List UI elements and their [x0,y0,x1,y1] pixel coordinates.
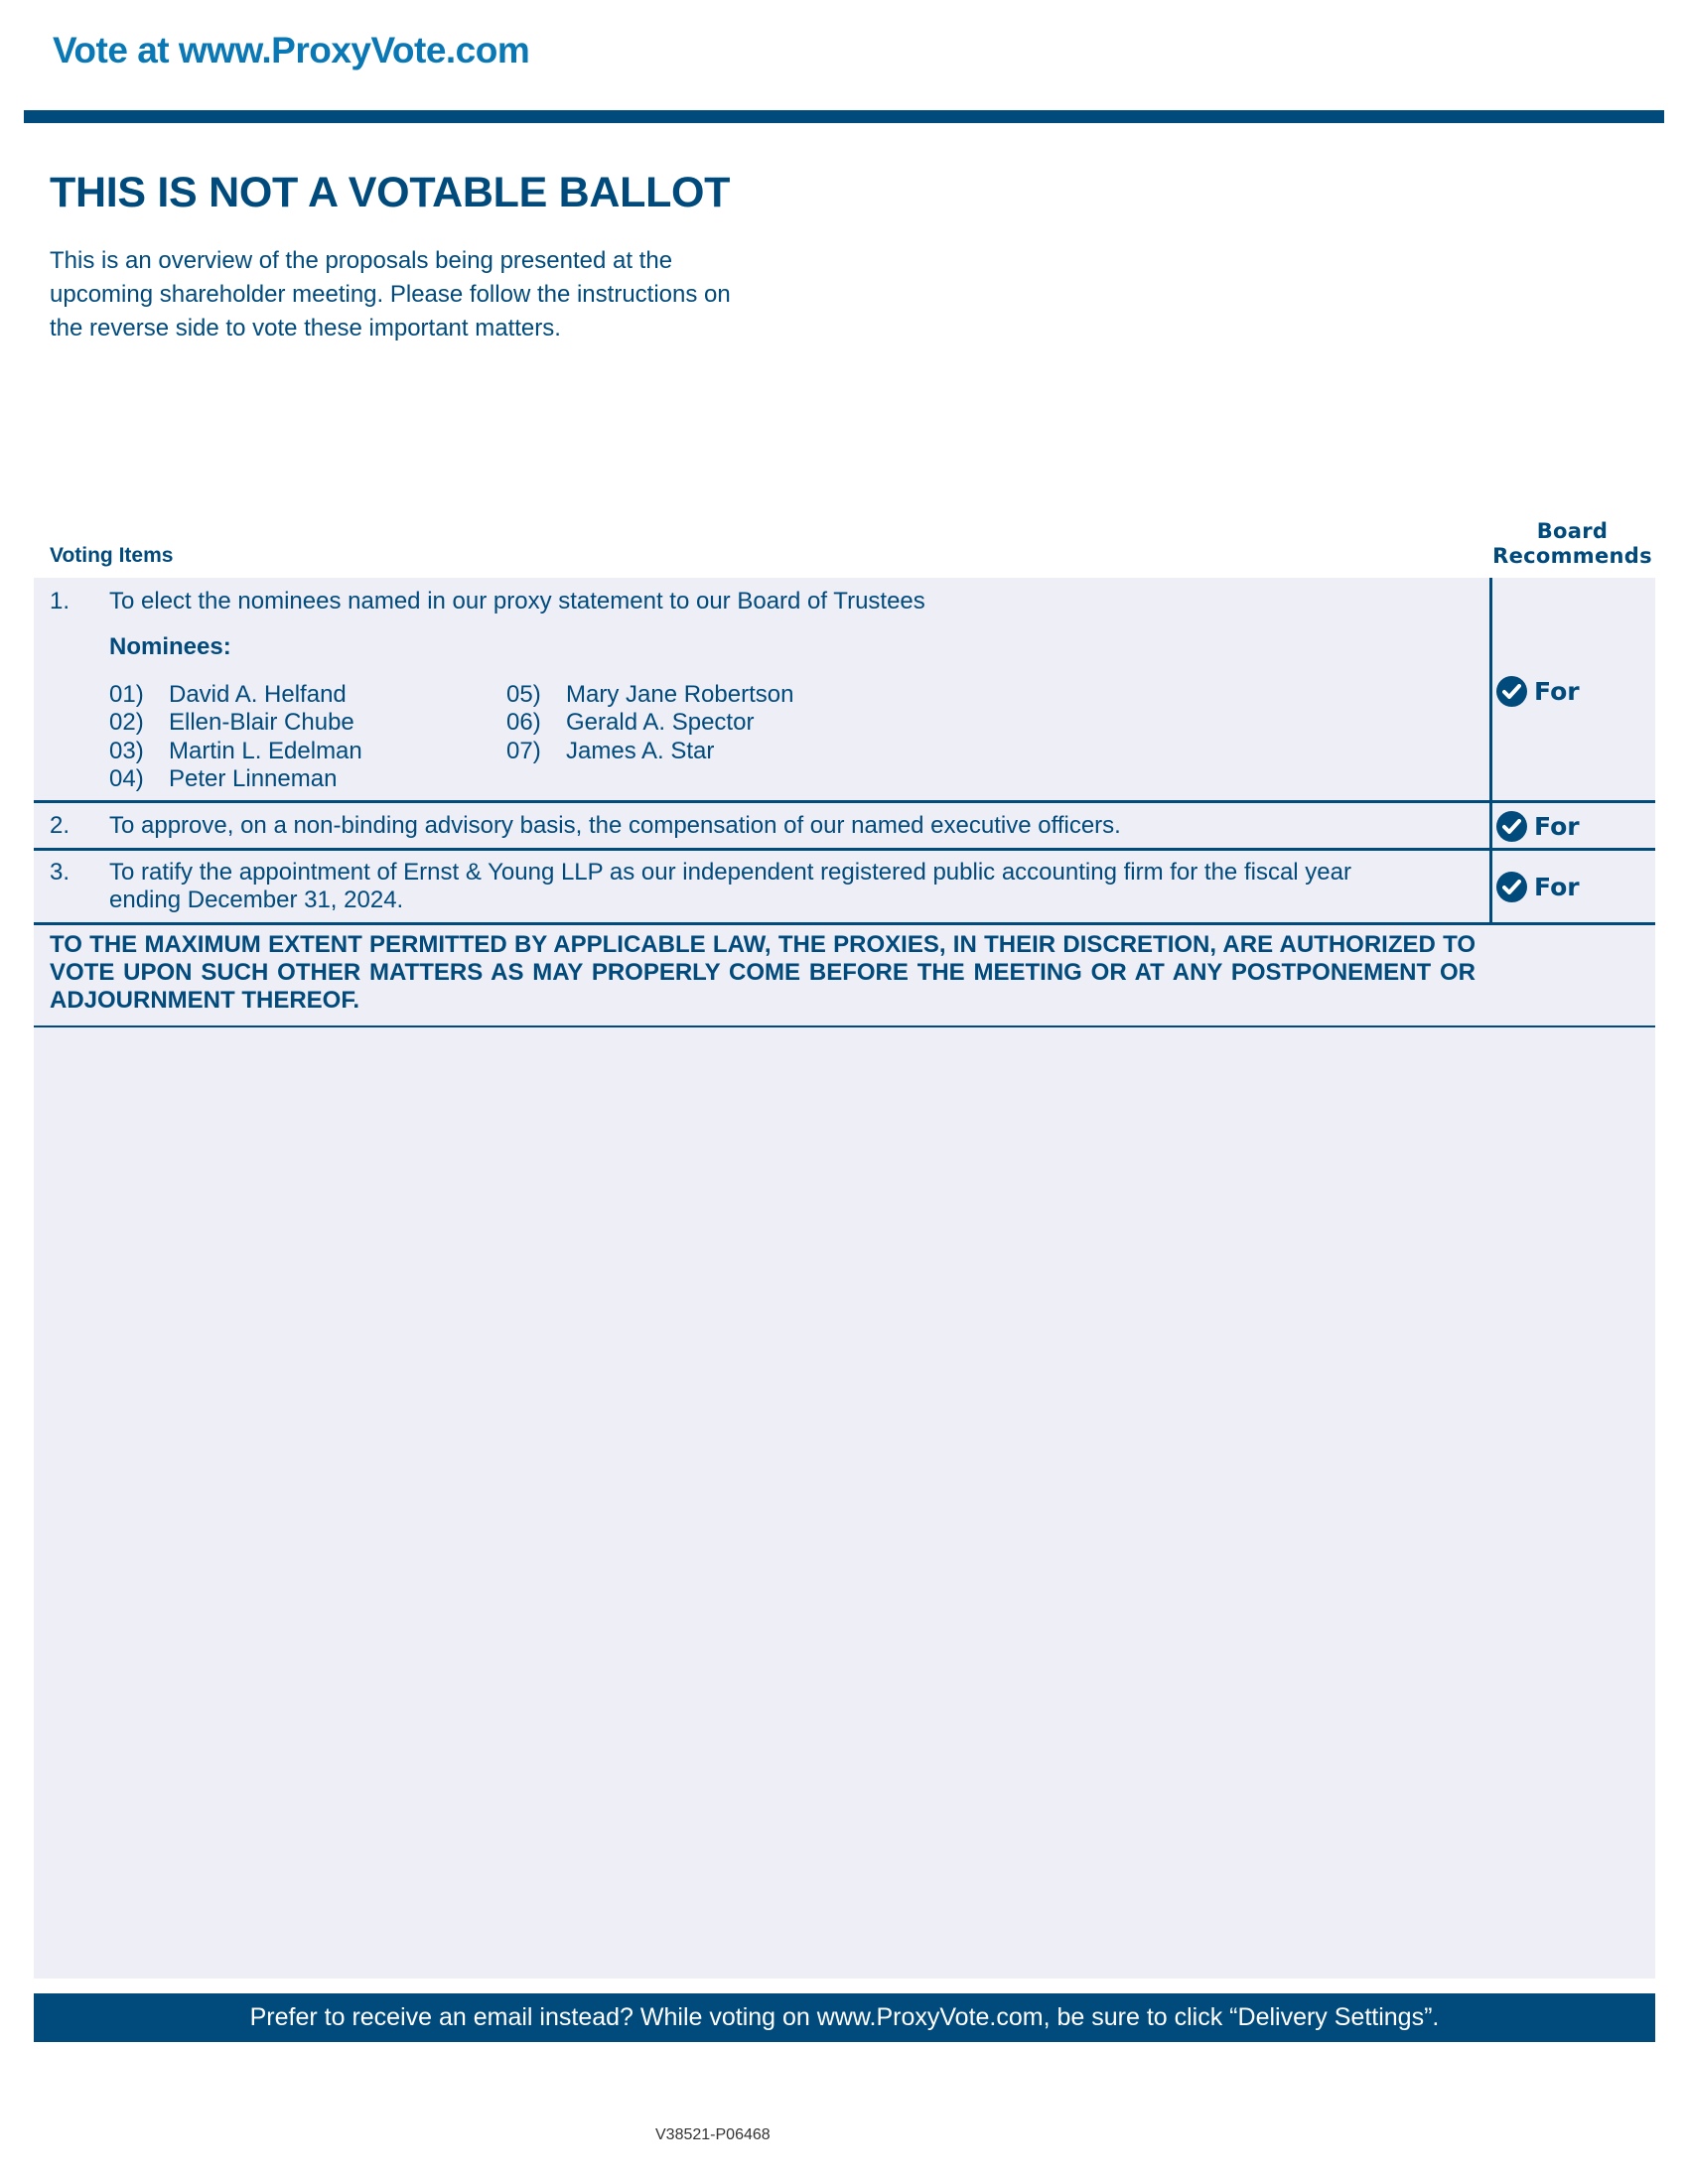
nominees-label: Nominees: [109,633,231,660]
nominee-number: 02) [109,709,144,736]
nominee-name: Peter Linneman [169,765,338,792]
nominee-number: 03) [109,738,144,764]
nominee-number: 06) [506,709,541,736]
nominee-name: Mary Jane Robertson [566,681,794,708]
column-header-line: Recommends [1492,544,1652,568]
nominee-number: 04) [109,765,144,792]
row-divider [34,922,1655,925]
item-text [109,859,1351,914]
row-divider [34,848,1655,851]
row-divider [34,800,1655,803]
nominee-name: James A. Star [566,738,715,764]
nominee-number: 01) [109,681,144,708]
item-text-line: ending December 31, 2024. [109,887,404,913]
row-divider [34,1025,1655,1027]
page-heading: THIS IS NOT A VOTABLE BALLOT [50,169,731,216]
board-recommendation [1496,675,1580,707]
item-number: 2. [50,812,70,839]
intro-paragraph [50,244,844,345]
recommendation-label: For [1534,872,1580,901]
header-divider [24,110,1664,123]
item-text: To approve, on a non-binding advisory basis, the compensation of our named executive officers. [109,812,1121,839]
intro-line: upcoming shareholder meeting. Please follow the instructions on [50,281,731,308]
intro-line: This is an overview of the proposals being presented at the [50,247,673,274]
item-number: 3. [50,859,70,886]
column-header-line: Board [1536,519,1609,543]
check-circle-icon [1496,811,1527,842]
board-recommendation [1496,871,1580,902]
column-header-board-recommends [1489,519,1655,569]
site-title: Vote at www.ProxyVote.com [53,30,530,70]
board-recommendation [1496,810,1580,842]
column-divider [1489,578,1492,925]
item-text-line: To ratify the appointment of Ernst & Young LLP as our independent registered public accounting firm for the fiscal year [109,859,1351,886]
item-number: 1. [50,588,70,614]
recommendation-label: For [1534,811,1580,841]
column-header-voting-items: Voting Items [50,544,174,567]
recommendation-label: For [1534,676,1580,706]
check-circle-icon [1496,676,1527,707]
nominee-name: David A. Helfand [169,681,347,708]
item-text: To elect the nominees named in our proxy statement to our Board of Trustees [109,588,925,614]
nominee-name: Gerald A. Spector [566,709,755,736]
nominee-number: 07) [506,738,541,764]
intro-line: the reverse side to vote these important matters. [50,315,561,341]
nominee-name: Martin L. Edelman [169,738,362,764]
check-circle-icon [1496,872,1527,902]
nominee-name: Ellen-Blair Chube [169,709,354,736]
email-delivery-banner: Prefer to receive an email instead? While voting on www.ProxyVote.com, be sure to click “Delivery Settings”. [34,1993,1655,2042]
nominee-number: 05) [506,681,541,708]
discretionary-authority-disclaimer: TO THE MAXIMUM EXTENT PERMITTED BY APPLICABLE LAW, THE PROXIES, IN THEIR DISCRETION, ARE AUTHORIZED TO VOTE UPON SUCH OTHER MATTERS AS MAY PROPERLY COME BEFORE THE MEETING OR AT ANY POSTPONEMENT OR ADJOURNMENT THEREOF. [50,931,1476,1014]
document-code: V38521-P06468 [655,2126,771,2143]
